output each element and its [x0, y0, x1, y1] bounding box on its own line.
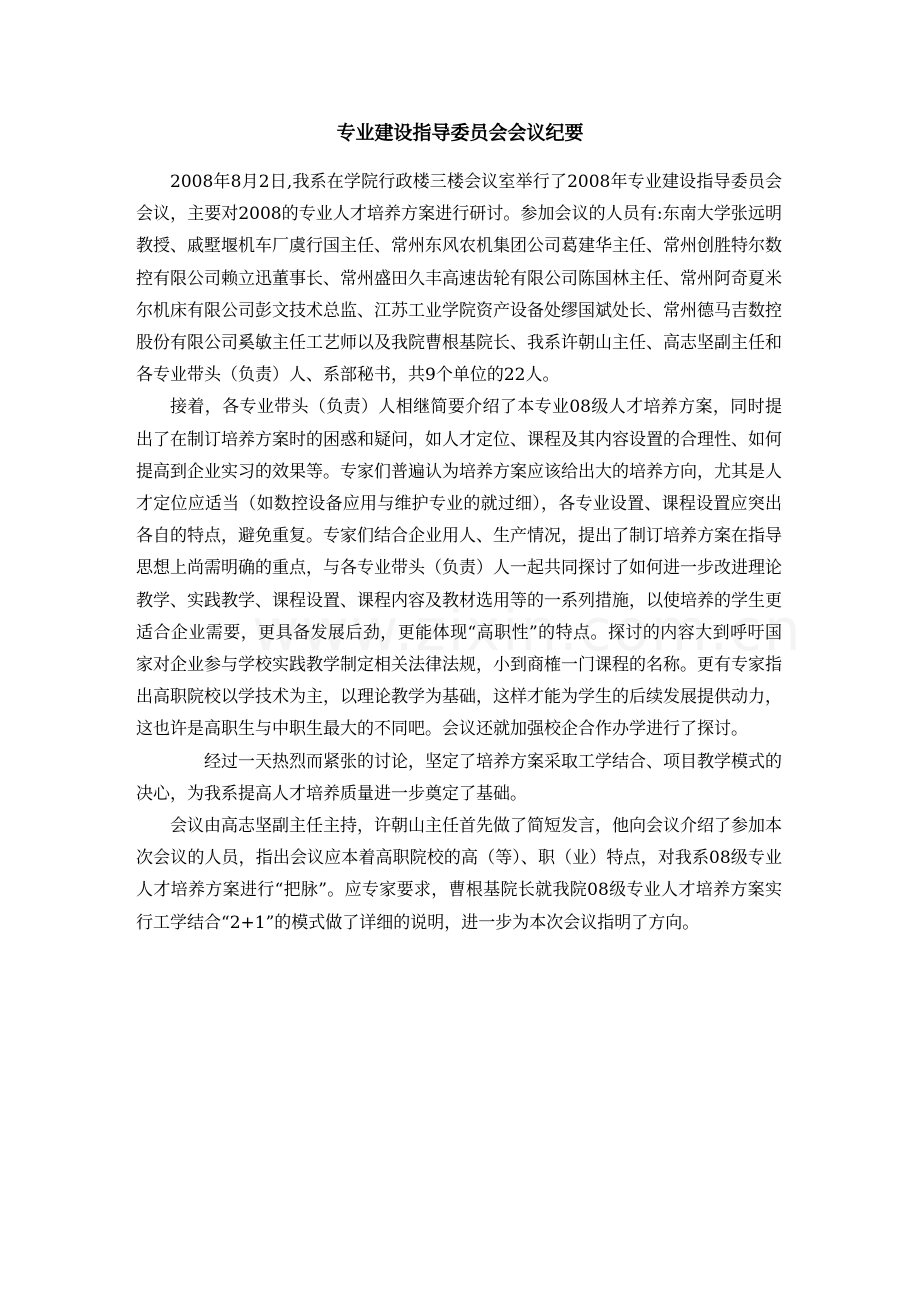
document-body [136, 166, 782, 939]
document-title: 专业建设指导委员会会议纪要 [336, 122, 584, 144]
paragraph-discussion: 接着，各专业带头（负责）人相继简要介绍了本专业08级人才培养方案，同时提出了在制订培养方案时的困惑和疑问，如人才定位、课程及其内容设置的合理性、如何提高到企业实习的效果等。专家们普遍认为培养方案应该给出大的培养方向，尤其是人才定位应适当（如数控设备应用与维护专业的就过细），各专业设置、课程设置应突出各自的特点，避免重复。专家们结合企业用人、生产情况，提出了制订培养方案在指导思想上尚需明确的重点，与各专业带头（负责）人一起共同探讨了如何进一步改进理论教学、实践教学、课程设置、课程内容及教材选用等的一系列措施，以使培养的学生更适合企业需要，更具备发展后劲，更能体现“高职性”的特点。探讨的内容大到呼吁国家对企业参与学校实践教学制定相关法律法规，小到商榷一门课程的名称。更有专家指出高职院校以学技术为主，以理论教学为基础，这样才能为学生的后续发展提供动力，这也许是高职生与中职生最大的不同吧。会议还就加强校企合作办学进行了探讨。 [136, 397, 782, 740]
paragraph-conclusion: 经过一天热烈而紧张的讨论，坚定了培养方案采取工学结合、项目教学模式的决心，为我系提高人才培养质量进一步奠定了基础。 [136, 751, 782, 804]
paragraph-chairing: 会议由高志坚副主任主持，许朝山主任首先做了简短发言，他向会议介绍了参加本次会议的人员，指出会议应本着高职院校的高（等）、职（业）特点，对我系08级专业人才培养方案进行“把脉”。应专家要求，曹根基院长就我院08级专业人才培养方案实行工学结合“2+1”的模式做了详细的说明，进一步为本次会议指明了方向。 [136, 816, 782, 933]
paragraph-attendees: 2008年8月2日,我系在学院行政楼三楼会议室举行了2008年专业建设指导委员会会议，主要对2008的专业人才培养方案进行研讨。参加会议的人员有:东南大学张远明教授、戚墅堰机车厂虞行国主任、常州东风农机集团公司葛建华主任、常州创胜特尔数控有限公司赖立迅董事长、常州盛田久丰高速齿轮有限公司陈国林主任、常州阿奇夏米尔机床有限公司彭文技术总监、江苏工业学院资产设备处缪国斌处长、常州德马吉数控股份有限公司奚敏主任工艺师以及我院曹根基院长、我系许朝山主任、高志坚副主任和各专业带头（负责）人、系部秘书，共9个单位的22人。 [136, 172, 782, 386]
